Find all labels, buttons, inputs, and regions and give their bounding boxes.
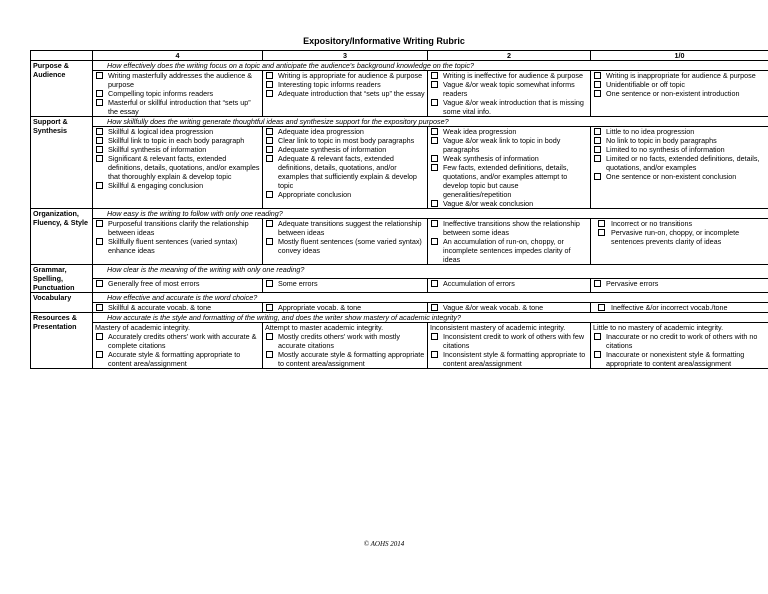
criteria-cell-score-3 (263, 71, 428, 117)
criteria-item-checkbox: Ineffective transitions show the relationship between some ideas (430, 219, 588, 237)
criteria-item-checkbox: Writing is inappropriate for audience & purpose (593, 71, 766, 80)
criteria-item-checkbox: Weak synthesis of information (430, 154, 588, 163)
category-label: Support & Synthesis (31, 117, 93, 209)
criteria-item-checkbox: Unidentifiable or off topic (593, 80, 766, 89)
criteria-cell-score-4 (93, 71, 263, 117)
criteria-cell-score-2 (428, 219, 591, 265)
criteria-list (95, 279, 260, 288)
rubric-row-criteria (31, 279, 768, 293)
criteria-cell-score-3 (263, 127, 428, 209)
criteria-item-checkbox: Clear link to topic in most body paragraphs (265, 136, 425, 145)
criteria-item-checkbox: Incorrect or no transitions (593, 219, 766, 228)
criteria-item-checkbox: Writing masterfully addresses the audience & purpose (95, 71, 260, 89)
criteria-list (265, 303, 425, 312)
criteria-item-checkbox: Adequate introduction that “sets up” the essay (265, 89, 425, 98)
rubric-table (30, 50, 768, 369)
rubric-row-question (31, 313, 768, 323)
criteria-item-checkbox: Limited or no facts, extended definitions, details, quotations, and/or examples (593, 154, 766, 172)
criteria-item-checkbox: Mostly credits others' work with mostly accurate citations (265, 332, 425, 350)
criteria-cell-score-1-0 (591, 323, 768, 369)
rubric-row-criteria (31, 71, 768, 117)
category-label: Vocabulary (31, 293, 93, 313)
criteria-item-checkbox: Accumulation of errors (430, 279, 588, 288)
criteria-item-checkbox: Accurate style & formatting appropriate to content area/assignment (95, 350, 260, 368)
criteria-item-checkbox: Purposeful transitions clarify the relationship between ideas (95, 219, 260, 237)
criteria-item-checkbox: Vague &/or weak conclusion (430, 199, 588, 208)
criteria-item-checkbox: Skillful & accurate vocab. & tone (95, 303, 260, 312)
criteria-item-checkbox: Inaccurate or nonexistent style & formatting appropriate to content area/assignment (593, 350, 766, 368)
guiding-question: How easy is the writing to follow with only one reading? (93, 209, 768, 219)
criteria-cell-score-1-0 (591, 127, 768, 209)
header-cell-category (31, 51, 93, 61)
category-label: Organization, Fluency, & Style (31, 209, 93, 265)
header-cell-score-3: 3 (263, 51, 428, 61)
category-label: Purpose & Audience (31, 61, 93, 117)
criteria-item-checkbox: Vague &/or weak link to topic in body paragraphs (430, 136, 588, 154)
criteria-intro: Inconsistent mastery of academic integrity. (430, 323, 566, 332)
criteria-item-checkbox: Generally free of most errors (95, 279, 260, 288)
criteria-list (265, 71, 425, 98)
criteria-item-checkbox: Writing is ineffective for audience & purpose (430, 71, 588, 80)
criteria-item-checkbox: Writing is appropriate for audience & purpose (265, 71, 425, 80)
criteria-intro: Attempt to master academic integrity. (265, 323, 384, 332)
criteria-list (430, 71, 588, 116)
criteria-item-checkbox: Few facts, extended definitions, details, quotations, and/or examples attempt to develop topic but cause generalities/repetition (430, 163, 588, 199)
criteria-item-checkbox: An accumulation of run-on, choppy, or incomplete sentences impedes clarity of ideas (430, 237, 588, 264)
criteria-list (430, 127, 588, 208)
criteria-item-checkbox: Masterful or skillful introduction that “sets up” the essay (95, 98, 260, 116)
criteria-item-checkbox: Adequate & relevant facts, extended definitions, details, quotations, and/or examples that sufficiently explain & develop topic (265, 154, 425, 190)
criteria-item-checkbox: One sentence or non-existent introduction (593, 89, 766, 98)
criteria-item-checkbox: Skillful link to topic in each body paragraph (95, 136, 260, 145)
criteria-intro: Mastery of academic integrity. (95, 323, 190, 332)
criteria-list (265, 219, 425, 255)
rubric-row-criteria (31, 127, 768, 209)
criteria-cell-score-4 (93, 323, 263, 369)
criteria-cell-score-3 (263, 303, 428, 313)
criteria-item-checkbox: Limited to no synthesis of information (593, 145, 766, 154)
criteria-item-checkbox: Accurately credits others' work with accurate & complete citations (95, 332, 260, 350)
rubric-row-criteria (31, 303, 768, 313)
criteria-list (593, 332, 766, 368)
criteria-item-checkbox: Skillful synthesis of information (95, 145, 260, 154)
criteria-list (430, 332, 588, 368)
criteria-cell-score-2 (428, 71, 591, 117)
category-label: Resources & Presentation (31, 313, 93, 369)
criteria-cell-score-3 (263, 323, 428, 369)
criteria-cell-score-3 (263, 219, 428, 265)
rubric-row-question (31, 265, 768, 279)
criteria-item-checkbox: Adequate idea progression (265, 127, 425, 136)
guiding-question: How skillfully does the writing generate thoughtful ideas and synthesize support for the expository purpose? (93, 117, 768, 127)
criteria-cell-score-1-0 (591, 219, 768, 265)
criteria-list (593, 71, 766, 98)
criteria-item-checkbox: Skillfully fluent sentences (varied syntax) enhance ideas (95, 237, 260, 255)
criteria-cell-score-2 (428, 127, 591, 209)
header-cell-score-4: 4 (93, 51, 263, 61)
criteria-cell-score-2 (428, 303, 591, 313)
criteria-item-checkbox: Some errors (265, 279, 425, 288)
criteria-item-checkbox: Vague &/or weak topic somewhat informs readers (430, 80, 588, 98)
criteria-list (95, 71, 260, 116)
criteria-item-checkbox: Pervasive run-on, choppy, or incomplete sentences prevents clarity of ideas (593, 228, 766, 246)
criteria-list (593, 279, 766, 288)
criteria-cell-score-4 (93, 303, 263, 313)
criteria-item-checkbox: No link to topic in body paragraphs (593, 136, 766, 145)
criteria-item-checkbox: Inaccurate or no credit to work of others with no citations (593, 332, 766, 350)
criteria-item-checkbox: Little to no idea progression (593, 127, 766, 136)
category-label: Grammar, Spelling, Punctuation (31, 265, 93, 293)
criteria-cell-score-2 (428, 323, 591, 369)
criteria-item-checkbox: One sentence or non-existent conclusion (593, 172, 766, 181)
header-cell-score-2: 2 (428, 51, 591, 61)
criteria-list (430, 303, 588, 312)
rubric-row-question (31, 209, 768, 219)
criteria-intro: Little to no mastery of academic integrity. (593, 323, 724, 332)
criteria-cell-score-1-0 (591, 303, 768, 313)
guiding-question: How accurate is the style and formatting of the writing, and does the writer show mastery of academic integrity? (93, 313, 768, 323)
copyright-footer: © AOHS 2014 (363, 540, 405, 548)
criteria-list (95, 332, 260, 368)
criteria-list (265, 279, 425, 288)
criteria-item-checkbox: Compelling topic informs readers (95, 89, 260, 98)
rubric-body (31, 61, 768, 369)
criteria-item-checkbox: Mostly accurate style & formatting appropriate to content area/assignment (265, 350, 425, 368)
criteria-item-checkbox: Weak idea progression (430, 127, 588, 136)
criteria-list (95, 127, 260, 190)
rubric-row-criteria (31, 219, 768, 265)
criteria-list (593, 303, 766, 312)
criteria-item-checkbox: Vague &/or weak introduction that is missing some vital info. (430, 98, 588, 116)
rubric-row-criteria (31, 323, 768, 369)
criteria-list (95, 219, 260, 255)
rubric-title: Expository/Informative Writing Rubric (303, 36, 465, 46)
header-cell-score-1-0: 1/0 (591, 51, 768, 61)
criteria-item-checkbox: Adequate synthesis of information (265, 145, 425, 154)
criteria-cell-score-4 (93, 219, 263, 265)
criteria-list (265, 332, 425, 368)
rubric-row-question (31, 293, 768, 303)
criteria-list (430, 219, 588, 264)
criteria-cell-score-4 (93, 127, 263, 209)
guiding-question: How clear is the meaning of the writing with only one reading? (93, 265, 768, 279)
criteria-item-checkbox: Adequate transitions suggest the relationship between ideas (265, 219, 425, 237)
criteria-list (265, 127, 425, 199)
guiding-question: How effective and accurate is the word choice? (93, 293, 768, 303)
criteria-item-checkbox: Appropriate vocab. & tone (265, 303, 425, 312)
criteria-item-checkbox: Significant & relevant facts, extended definitions, details, quotations, and/or examples that thoroughly explain & develop topic (95, 154, 260, 181)
rubric-row-question (31, 61, 768, 71)
criteria-item-checkbox: Pervasive errors (593, 279, 766, 288)
criteria-cell-score-1-0 (591, 71, 768, 117)
criteria-cell-score-3 (263, 279, 428, 293)
criteria-item-checkbox: Skillful & logical idea progression (95, 127, 260, 136)
criteria-item-checkbox: Interesting topic informs readers (265, 80, 425, 89)
criteria-item-checkbox: Appropriate conclusion (265, 190, 425, 199)
criteria-list (593, 219, 766, 246)
criteria-item-checkbox: Ineffective &/or incorrect vocab./tone (593, 303, 766, 312)
criteria-cell-score-1-0 (591, 279, 768, 293)
criteria-list (430, 279, 588, 288)
criteria-item-checkbox: Skillful & engaging conclusion (95, 181, 260, 190)
header-row (31, 51, 768, 61)
criteria-cell-score-4 (93, 279, 263, 293)
criteria-item-checkbox: Inconsistent style & formatting appropriate to content area/assignment (430, 350, 588, 368)
criteria-list (95, 303, 260, 312)
criteria-item-checkbox: Vague &/or weak vocab. & tone (430, 303, 588, 312)
criteria-cell-score-2 (428, 279, 591, 293)
criteria-item-checkbox: Mostly fluent sentences (some varied syntax) convey ideas (265, 237, 425, 255)
rubric-row-question (31, 117, 768, 127)
guiding-question: How effectively does the writing focus on a topic and anticipate the audience's background knowledge on the topic? (93, 61, 768, 71)
criteria-list (593, 127, 766, 181)
criteria-item-checkbox: Inconsistent credit to work of others with few citations (430, 332, 588, 350)
